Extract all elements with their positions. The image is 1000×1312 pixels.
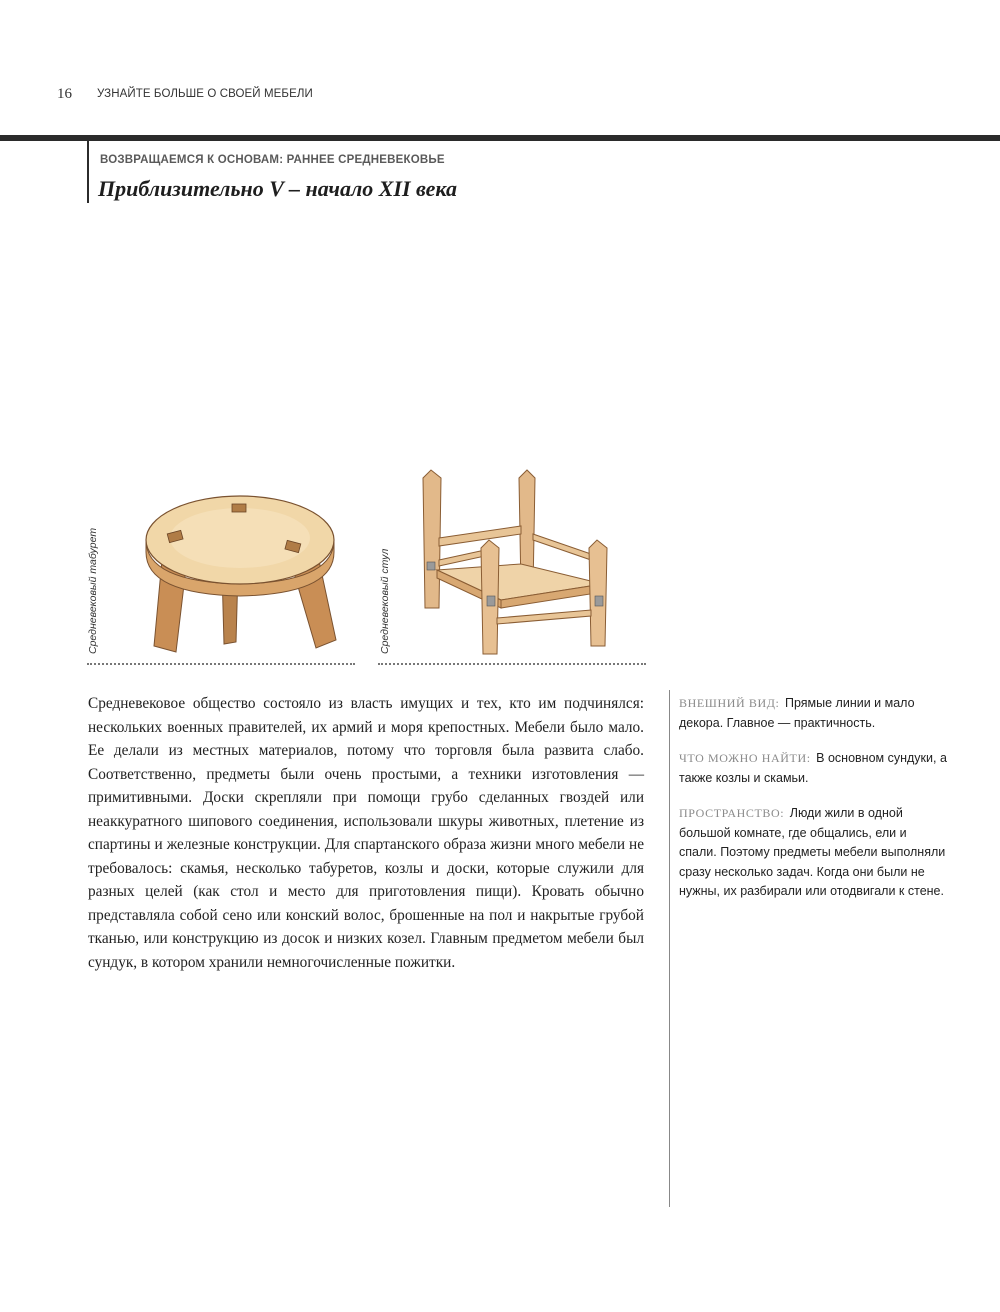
- sidebar-text: Люди жили в одной большой комнате, где общались, ели и спали. Поэтому предметы мебели выполняли сразу несколько задач. Когда они были не нужны, их разбирали или отодвигали к стене.: [679, 806, 946, 898]
- medieval-stool-illustration: [140, 490, 350, 660]
- dotted-divider: [378, 663, 646, 665]
- sidebar-label: ПРОСТРАНСТВО:: [679, 806, 785, 820]
- header-rule: [0, 135, 1000, 141]
- sidebar-rule: [669, 690, 670, 1207]
- body-paragraph: Средневековое общество состояло из власть имущих и тех, кто им подчинялся: нескольких военных правителей, их армий и моря крепостных. Мебели было мало. Ее делали из местных материалов, потому что торговля была развита слабо. Соответственно, предметы были очень простыми, а техники изготовления — примитивными. Доски скрепляли при помощи грубо сделанных гвоздей или неаккуратного шипового соединения, использовали шкуры животных, плетение из спартины и железные конструкции. Для спартанского образа жизни много мебели не требовалось: скамья, несколько табуретов, козлы и доски, которые служили для разных целей (как стол и место для приготовления пищи). Кровать обычно представляла собой сено или конский волос, брошенные на пол и накрытые грубой тканью, или конструкцию из досок и низких козел. Главным предметом мебели был сундук, в котором хранили немногочисленные пожитки.: [88, 695, 644, 971]
- chair-caption: Средневековый стул: [379, 548, 391, 654]
- running-title: УЗНАЙТЕ БОЛЬШЕ О СВОЕЙ МЕБЕЛИ: [97, 88, 313, 100]
- section-marker-rule: [87, 141, 89, 203]
- sidebar-label: ВНЕШНИЙ ВИД:: [679, 696, 780, 710]
- section-title: Приблизительно V – начало XII века: [98, 176, 457, 201]
- page-number: 16: [57, 86, 72, 102]
- sidebar-appearance: [679, 694, 947, 733]
- sidebar-label: ЧТО МОЖНО НАЙТИ:: [679, 751, 811, 765]
- section-kicker: ВОЗВРАЩАЕМСЯ К ОСНОВАМ: РАННЕЕ СРЕДНЕВЕКОВЬЕ: [100, 154, 445, 166]
- sidebar-space: [679, 804, 947, 902]
- sidebar-findings: [679, 749, 947, 788]
- medieval-chair-illustration: [415, 468, 615, 663]
- sidebar-text: В основном сундуки, а также козлы и скамьи.: [679, 751, 947, 785]
- stool-caption: Средневековый табурет: [87, 527, 99, 654]
- dotted-divider: [87, 663, 355, 665]
- sidebar-text: Прямые линии и мало декора. Главное — практичность.: [679, 696, 915, 730]
